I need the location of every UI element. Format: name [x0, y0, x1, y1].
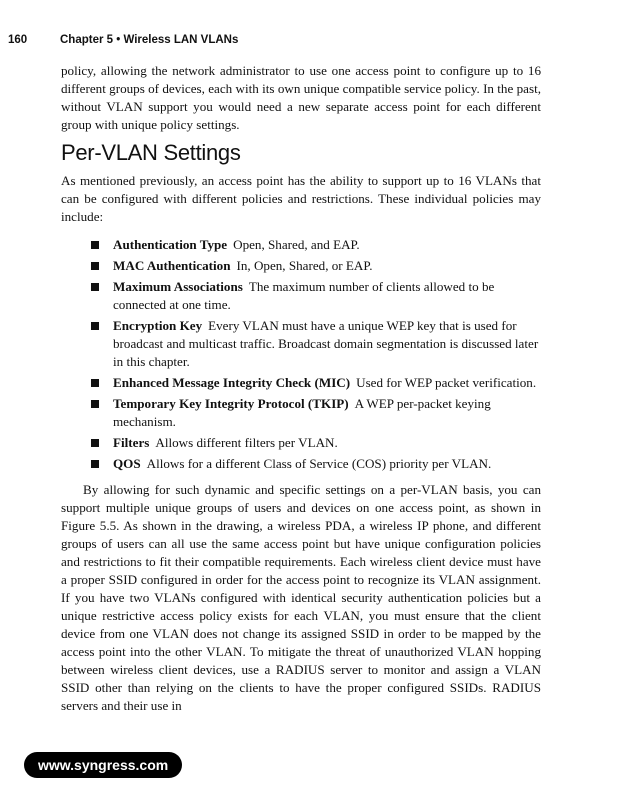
list-item-term: Filters	[113, 435, 150, 450]
section-intro-paragraph: As mentioned previously, an access point has the ability to support up to 16 VLANs that can be configured with different policies and restrictions. These individual policies may include:	[61, 173, 541, 224]
list-item-description: Allows for a different Class of Service (COS) priority per VLAN.	[146, 456, 492, 471]
list-item-term: Encryption Key	[113, 318, 203, 333]
list-item	[61, 257, 541, 275]
footer-url-link[interactable]: www.syngress.com	[24, 752, 182, 778]
bullet-square-icon	[91, 241, 99, 249]
bullet-square-icon	[91, 439, 99, 447]
bullet-square-icon	[91, 400, 99, 408]
list-item-term: Authentication Type	[113, 237, 228, 252]
list-item-description: Allows different filters per VLAN.	[155, 435, 338, 450]
intro-paragraph: policy, allowing the network administrator to use one access point to configure up to 16 different groups of devices, each with its own unique compatible service policy. In the past, without VLAN support you would need a new separate access point for each different group with unique policy settings.	[61, 63, 541, 132]
list-item	[61, 434, 541, 452]
list-item-description: A WEP per-packet keying mechanism.	[113, 396, 491, 429]
list-item-description: Used for WEP packet verification.	[356, 375, 537, 390]
list-item-term: QOS	[113, 456, 141, 471]
bullet-square-icon	[91, 262, 99, 270]
list-item	[61, 395, 541, 431]
bullet-square-icon	[91, 322, 99, 330]
bullet-square-icon	[91, 460, 99, 468]
list-item-description: In, Open, Shared, or EAP.	[236, 258, 373, 273]
list-item	[61, 317, 541, 371]
list-item	[61, 455, 541, 473]
list-item-term: Maximum Associations	[113, 279, 243, 294]
list-item-term: MAC Authentication	[113, 258, 231, 273]
list-item-description: Every VLAN must have a unique WEP key that is used for broadcast and multicast traffic. Broadcast domain segmentation is discussed later in this chapter.	[113, 318, 539, 369]
running-header	[8, 34, 238, 46]
list-item	[61, 236, 541, 254]
section-heading: Per-VLAN Settings	[61, 140, 241, 165]
list-item-term: Enhanced Message Integrity Check (MIC)	[113, 375, 351, 390]
list-item	[61, 374, 541, 392]
page-number: 160	[8, 34, 28, 46]
page-content	[61, 62, 541, 715]
body-paragraph: By allowing for such dynamic and specific settings on a per-VLAN basis, you can support multiple unique groups of users and devices on one access point, as shown in Figure 5.5. As shown in the drawing, a wireless PDA, a wireless IP phone, and different groups of users can all use the same access point but have unique configuration policies and restrictions to fit their compatible requirements. Each wireless client device must have a proper SSID configured in order for the access point to recognize its VLAN assignment. If you have two VLANs configured with identical security authentication policies but a unique restrictive access policy exists for each VLAN, you must ensure that the client device from one VLAN does not change its assigned SSID in order to be mapped by the access point into the other VLAN. To mitigate the threat of unauthorized VLAN hopping between wireless client devices, use a RADIUS server to monitor and assign a VLAN SSID other than relying on the clients to have the proper configured SSIDs. RADIUS servers and their use in	[61, 482, 541, 713]
list-item-term: Temporary Key Integrity Protocol (TKIP)	[113, 396, 349, 411]
policy-list	[61, 236, 541, 473]
running-title: Chapter 5 • Wireless LAN VLANs	[60, 34, 239, 46]
list-item-description: Open, Shared, and EAP.	[233, 237, 360, 252]
bullet-square-icon	[91, 283, 99, 291]
list-item-description: The maximum number of clients allowed to be connected at one time.	[113, 279, 495, 312]
bullet-square-icon	[91, 379, 99, 387]
list-item	[61, 278, 541, 314]
